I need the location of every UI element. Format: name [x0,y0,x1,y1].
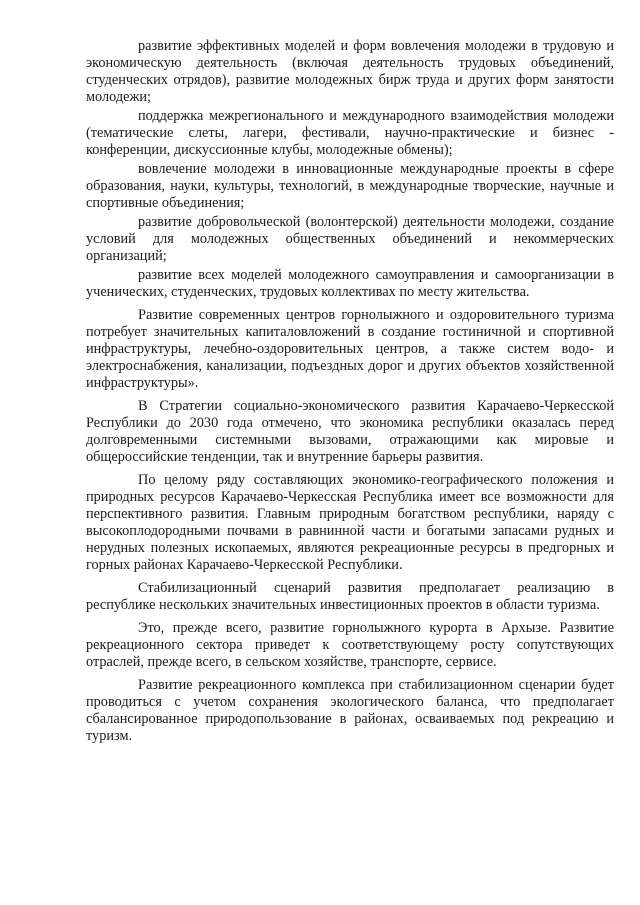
paragraph-strategy-2030: В Стратегии социально-экономического развития Карачаево-Черкесской Республики до 2030 года отмечено, что экономика республики оказалась перед долговременными системными вызовами, отражающими как мировые и общероссийские тенденции, так и внутренние барьеры развития. [86,398,614,465]
paragraph-volunteer-activity: развитие добровольческой (волонтерской) деятельности молодежи, создание условий для молодежных общественных объединений и некоммерческих организаций; [86,214,614,264]
paragraph-natural-resources: По целому ряду составляющих экономико-географического положения и природных ресурсов Карачаево-Черкесская Республика имеет все возможности для перспективного развития. Главным природным богатством республики, наряду с высокоплодородными почвами в равнинной части и богатыми запасами рудных и нерудных полезных ископаемых, являются рекреационные ресурсы в предгорных и горных районах Карачаево-Черкесской Республики. [86,472,614,573]
paragraph-ski-tourism-centers: Развитие современных центров горнолыжного и оздоровительного туризма потребует значительных капиталовложений в создание гостиничной и спортивной инфраструктуры, лечебно-оздоровительных центров, а также систем водо- и электроснабжения, канализации, подъездных дорог и других объектов хозяйственной инфраструктуры». [86,307,614,391]
paragraph-innovation-projects: вовлечение молодежи в инновационные международные проекты в сфере образования, науки, культуры, технологий, в международные творческие, научные и спортивные объединения; [86,161,614,211]
document-body [86,38,614,747]
paragraph-youth-self-government: развитие всех моделей молодежного самоуправления и самоорганизации в ученических, студенческих, трудовых коллективах по месту жительства. [86,267,614,300]
paragraph-interregional-cooperation: поддержка межрегионального и международного взаимодействия молодежи (тематические слеты, лагери, фестивали, научно-практические и бизнес - конференции, дискуссионные клубы, молодежные обмены); [86,108,614,158]
paragraph-youth-employment: развитие эффективных моделей и форм вовлечения молодежи в трудовую и экономическую деятельность (включая деятельность трудовых объединений, студенческих отрядов), развитие молодежных бирж труда и других форм занятости молодежи; [86,38,614,105]
paragraph-stabilization-scenario: Стабилизационный сценарий развития предполагает реализацию в республике нескольких значительных инвестиционных проектов в области туризма. [86,580,614,613]
paragraph-arkhyz-resort: Это, прежде всего, развитие горнолыжного курорта в Архызе. Развитие рекреационного сектора приведет к соответствующему росту сопутствующих отраслей, прежде всего, в сельском хозяйстве, транспорте, сервисе. [86,620,614,670]
paragraph-recreation-complex: Развитие рекреационного комплекса при стабилизационном сценарии будет проводиться с учетом сохранения экологического баланса, что предполагает сбалансированное природопользование в районах, осваиваемых под рекреацию и туризм. [86,677,614,744]
